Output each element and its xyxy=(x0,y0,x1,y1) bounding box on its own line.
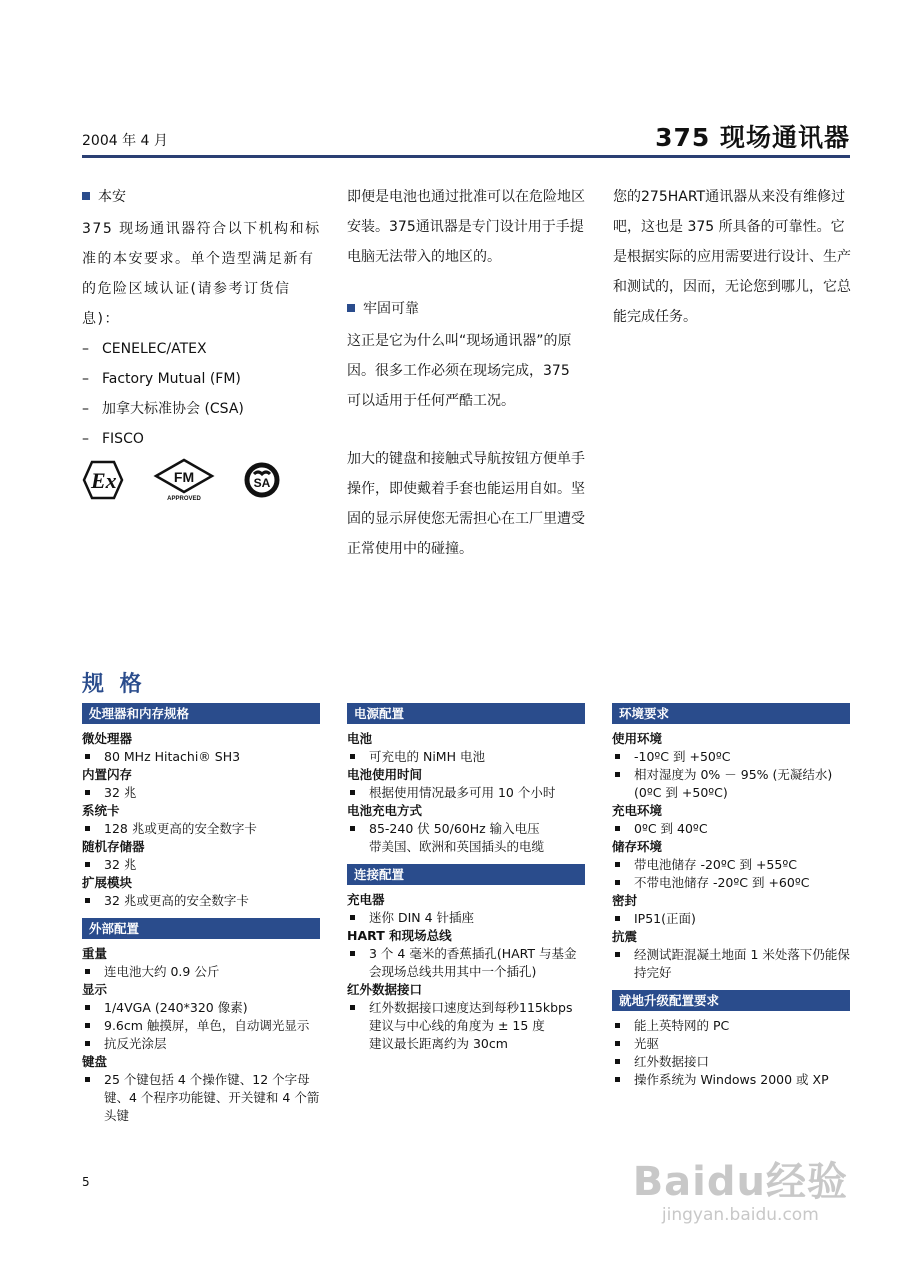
spec-section-bar: 就地升级配置要求 xyxy=(612,990,850,1011)
spec-item: 根据使用情况最多可用 10 个小时 xyxy=(347,784,585,802)
spec-group-heading: 充电环境 xyxy=(612,803,663,818)
certification-list xyxy=(82,334,322,454)
spec-section-bar: 电源配置 xyxy=(347,703,585,724)
spec-group-heading: 重量 xyxy=(82,946,108,961)
keyboard-paragraph: 加大的键盘和接触式导航按钮方便单手操作，即使戴着手套也能运用自如。坚固的显示屏使您无需担心在工厂里遭受正常使用中的碰撞。 xyxy=(347,451,585,557)
spec-group-heading: 扩展模块 xyxy=(82,875,133,890)
spec-item: 0ºC 到 40ºC xyxy=(612,820,850,838)
page-number: 5 xyxy=(82,1175,90,1189)
battery-paragraph: 即便是电池也通过批准可以在危险地区安装。375通讯器是专门设计用于手提电脑无法带入的地区的。 xyxy=(347,189,585,265)
spec-group-heading: 随机存储器 xyxy=(82,839,145,854)
spec-item: 红外数据接口 xyxy=(612,1053,850,1071)
rugged-paragraph: 这正是它为什么叫“现场通讯器”的原因。很多工作必须在现场完成，375 可以适用于任何严酷工况。 xyxy=(347,333,572,409)
spec-item: 80 MHz Hitachi® SH3 xyxy=(82,748,320,766)
spec-item: 9.6cm 触摸屏，单色，自动调光显示 xyxy=(82,1017,320,1035)
spec-group-heading: 使用环境 xyxy=(612,731,663,746)
spec-group-heading: 内置闪存 xyxy=(82,767,133,782)
spec-item: 128 兆或更高的安全数字卡 xyxy=(82,820,320,838)
intro-column-1 xyxy=(82,182,322,502)
square-bullet-icon xyxy=(347,304,355,312)
intro-column-2 xyxy=(347,182,587,564)
spec-section-bar: 连接配置 xyxy=(347,864,585,885)
spec-group-heading: 电池 xyxy=(347,731,373,746)
spec-item: IP51(正面) xyxy=(612,910,850,928)
spec-item: -10ºC 到 +50ºC xyxy=(612,748,850,766)
spec-item: 可充电的 NiMH 电池 xyxy=(347,748,585,766)
fm-approved-logo xyxy=(152,458,216,502)
svg-text:SA: SA xyxy=(253,476,271,490)
spec-column-3 xyxy=(612,703,850,1089)
spec-group-heading: 红外数据接口 xyxy=(347,982,423,997)
spec-item: 85-240 伏 50/60Hz 输入电压 带美国、欧洲和英国插头的电缆 xyxy=(347,820,585,856)
spec-item: 迷你 DIN 4 针插座 xyxy=(347,909,585,927)
section-heading-rugged: 牢固可靠 xyxy=(347,294,587,324)
spec-title: 规 格 xyxy=(82,672,146,697)
csa-logo xyxy=(244,460,280,500)
spec-item: 不带电池储存 -20ºC 到 +60ºC xyxy=(612,874,850,892)
spec-item: 抗反光涂层 xyxy=(82,1035,320,1053)
spec-item: 连电池大约 0.9 公斤 xyxy=(82,963,320,981)
spec-item: 3 个 4 毫米的香蕉插孔(HART 与基金会现场总线共用其中一个插孔) xyxy=(347,945,585,981)
spec-column-2 xyxy=(347,703,585,1053)
square-bullet-icon xyxy=(82,192,90,200)
header-date: 2004 年 4 月 xyxy=(82,133,168,149)
svg-text:APPROVED: APPROVED xyxy=(167,496,201,502)
spec-item: 操作系统为 Windows 2000 或 XP xyxy=(612,1071,850,1089)
spec-section-bar: 外部配置 xyxy=(82,918,320,939)
spec-column-1 xyxy=(82,703,320,1125)
spec-item: 32 兆 xyxy=(82,784,320,802)
svg-text:FM: FM xyxy=(173,469,195,485)
list-item: – Factory Mutual (FM) xyxy=(82,371,241,387)
spec-item: 经测试距混凝土地面 1 米处落下仍能保持完好 xyxy=(612,946,850,982)
list-item: – FISCO xyxy=(82,431,144,447)
svg-text:Ex: Ex xyxy=(91,468,117,493)
spec-section-bar: 环境要求 xyxy=(612,703,850,724)
spec-item: 带电池储存 -20ºC 到 +55ºC xyxy=(612,856,850,874)
spec-group-heading: 键盘 xyxy=(82,1054,108,1069)
spec-group-heading: 显示 xyxy=(82,982,108,997)
spec-section-bar: 处理器和内存规格 xyxy=(82,703,320,724)
spec-item: 能上英特网的 PC xyxy=(612,1017,850,1035)
spec-group-heading: 储存环境 xyxy=(612,839,663,854)
spec-group-heading: 抗震 xyxy=(612,929,638,944)
watermark-url: jingyan.baidu.com xyxy=(661,1205,819,1225)
list-item: – 加拿大标准协会 (CSA) xyxy=(82,401,244,417)
spec-group-heading: 充电器 xyxy=(347,892,385,907)
intro-paragraph: 375 现场通讯器符合以下机构和标准的本安要求。单个造型满足新有的危险区域认证(请参考订货信息)： xyxy=(82,221,321,327)
watermark-brand: Baidu经验 xyxy=(632,1159,848,1205)
section-heading-intrinsic-safety: 本安 xyxy=(82,182,322,212)
spec-item: 光驱 xyxy=(612,1035,850,1053)
spec-item: 相对湿度为 0% － 95% (无凝结水) (0ºC 到 +50ºC) xyxy=(612,766,850,802)
spec-group-heading: 系统卡 xyxy=(82,803,120,818)
intro-column-3 xyxy=(613,182,853,332)
watermark xyxy=(633,1150,848,1225)
reliability-paragraph: 您的275HART通讯器从来没有维修过吧，这也是 375 所具备的可靠性。它是根据实际的应用需要进行设计、生产和测试的，因而，无论您到哪儿，它总能完成任务。 xyxy=(613,189,851,325)
spec-group-heading: 电池充电方式 xyxy=(347,803,423,818)
spec-item: 红外数据接口速度达到每秒115kbps 建议与中心线的角度为 ± 15 度 建议最长距离约为 30cm xyxy=(347,999,585,1053)
list-item: – CENELEC/ATEX xyxy=(82,341,207,357)
spec-group-heading: 电池使用时间 xyxy=(347,767,423,782)
spec-item: 32 兆或更高的安全数字卡 xyxy=(82,892,320,910)
spec-group-heading: 密封 xyxy=(612,893,638,908)
spec-item: 1/4VGA (240*320 像素) xyxy=(82,999,320,1017)
certification-logos xyxy=(82,458,322,502)
ex-logo xyxy=(82,460,124,500)
spec-group-heading: HART 和现场总线 xyxy=(347,928,452,943)
spec-item: 25 个键包括 4 个操作键、12 个字母键、4 个程序功能键、开关键和 4 个箭头键 xyxy=(82,1071,320,1125)
spec-item: 32 兆 xyxy=(82,856,320,874)
header-rule xyxy=(82,155,850,158)
spec-group-heading: 微处理器 xyxy=(82,731,133,746)
page-title: 375 现场通讯器 xyxy=(655,123,850,152)
